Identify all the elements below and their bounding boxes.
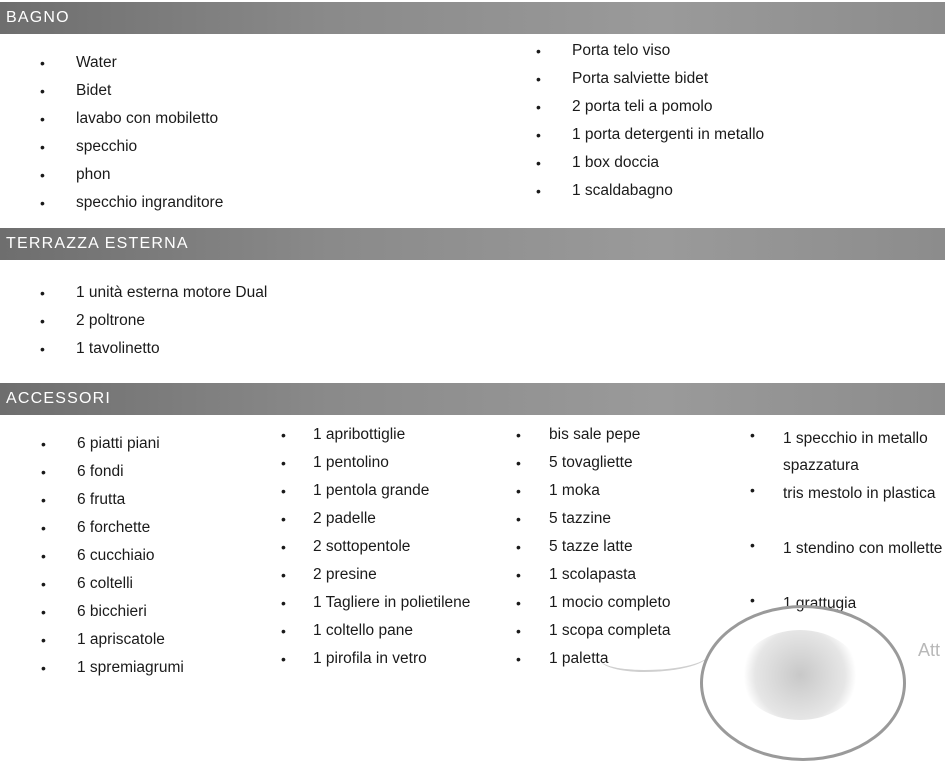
bagno-list-left [76, 53, 223, 221]
accessori-column-1 [77, 434, 184, 686]
list-item: • 1 pentolino [313, 453, 470, 481]
list-item: • 6 fondi [77, 462, 184, 490]
section-header-bagno [0, 2, 945, 34]
list-item: • Porta salviette bidet [572, 69, 764, 97]
section-header-accessori [0, 383, 945, 415]
list-item: • 6 frutta [77, 490, 184, 518]
terrazza-list [76, 283, 267, 367]
list-item: • 1 specchio in metallo spazzatura [783, 425, 943, 480]
list-item: • specchio [76, 137, 223, 165]
list-item: • Porta telo viso [572, 41, 764, 69]
list-item: • 1 unità esterna motore Dual [76, 283, 267, 311]
list-item: • 1 spremiagrumi [77, 658, 184, 686]
bagno-list-right [572, 41, 764, 209]
list-item: • Bidet [76, 81, 223, 109]
footer-text-fragment: Att [918, 640, 941, 660]
section-header-terrazza [0, 228, 945, 260]
list-item: • 2 padelle [313, 509, 470, 537]
list-item: • 2 porta teli a pomolo [572, 97, 764, 125]
list-item: • 6 piatti piani [77, 434, 184, 462]
list-item: • 6 forchette [77, 518, 184, 546]
list-item: • lavabo con mobiletto [76, 109, 223, 137]
list-item: • 1 porta detergenti in metallo [572, 125, 764, 153]
signature-mark [600, 640, 710, 672]
list-item: • 1 coltello pane [313, 621, 470, 649]
list-item: • tris mestolo in plastica [783, 480, 943, 535]
list-item: • 5 tazze latte [549, 537, 671, 565]
list-item: • 1 apribottiglie [313, 425, 470, 453]
list-item: • 1 mocio completo [549, 593, 671, 621]
section-title: ACCESSORI [6, 390, 112, 407]
accessori-column-2 [313, 425, 470, 677]
list-item: • 6 cucchiaio [77, 546, 184, 574]
section-title: TERRAZZA ESTERNA [6, 235, 189, 252]
list-item: • bis sale pepe [549, 425, 671, 453]
list-item: • 1 scaldabagno [572, 181, 764, 209]
list-item: • 1 pentola grande [313, 481, 470, 509]
list-item: • 2 poltrone [76, 311, 267, 339]
list-item: • 5 tazzine [549, 509, 671, 537]
section-title: BAGNO [6, 9, 70, 26]
list-item: • 1 box doccia [572, 153, 764, 181]
list-item: • 1 scopa completa [549, 621, 671, 649]
list-item: • 1 apriscatole [77, 630, 184, 658]
list-item: • 6 coltelli [77, 574, 184, 602]
list-item: • 1 Tagliere in polietilene [313, 593, 470, 621]
list-item: • 1 tavolinetto [76, 339, 267, 367]
list-item: • 2 presine [313, 565, 470, 593]
list-item: • 1 scolapasta [549, 565, 671, 593]
stamp-emblem [740, 630, 860, 720]
list-item: • 1 grattugia [783, 590, 943, 645]
list-item: • 1 moka [549, 481, 671, 509]
list-item: • 6 bicchieri [77, 602, 184, 630]
list-item: • specchio ingranditore [76, 193, 223, 221]
list-item: • 1 pirofila in vetro [313, 649, 470, 677]
list-item: • phon [76, 165, 223, 193]
list-item: • Water [76, 53, 223, 81]
list-item: • 1 stendino con mollette [783, 535, 943, 590]
list-item: • 2 sottopentole [313, 537, 470, 565]
list-item: • 1 paletta [549, 649, 671, 677]
list-item: • 5 tovagliette [549, 453, 671, 481]
